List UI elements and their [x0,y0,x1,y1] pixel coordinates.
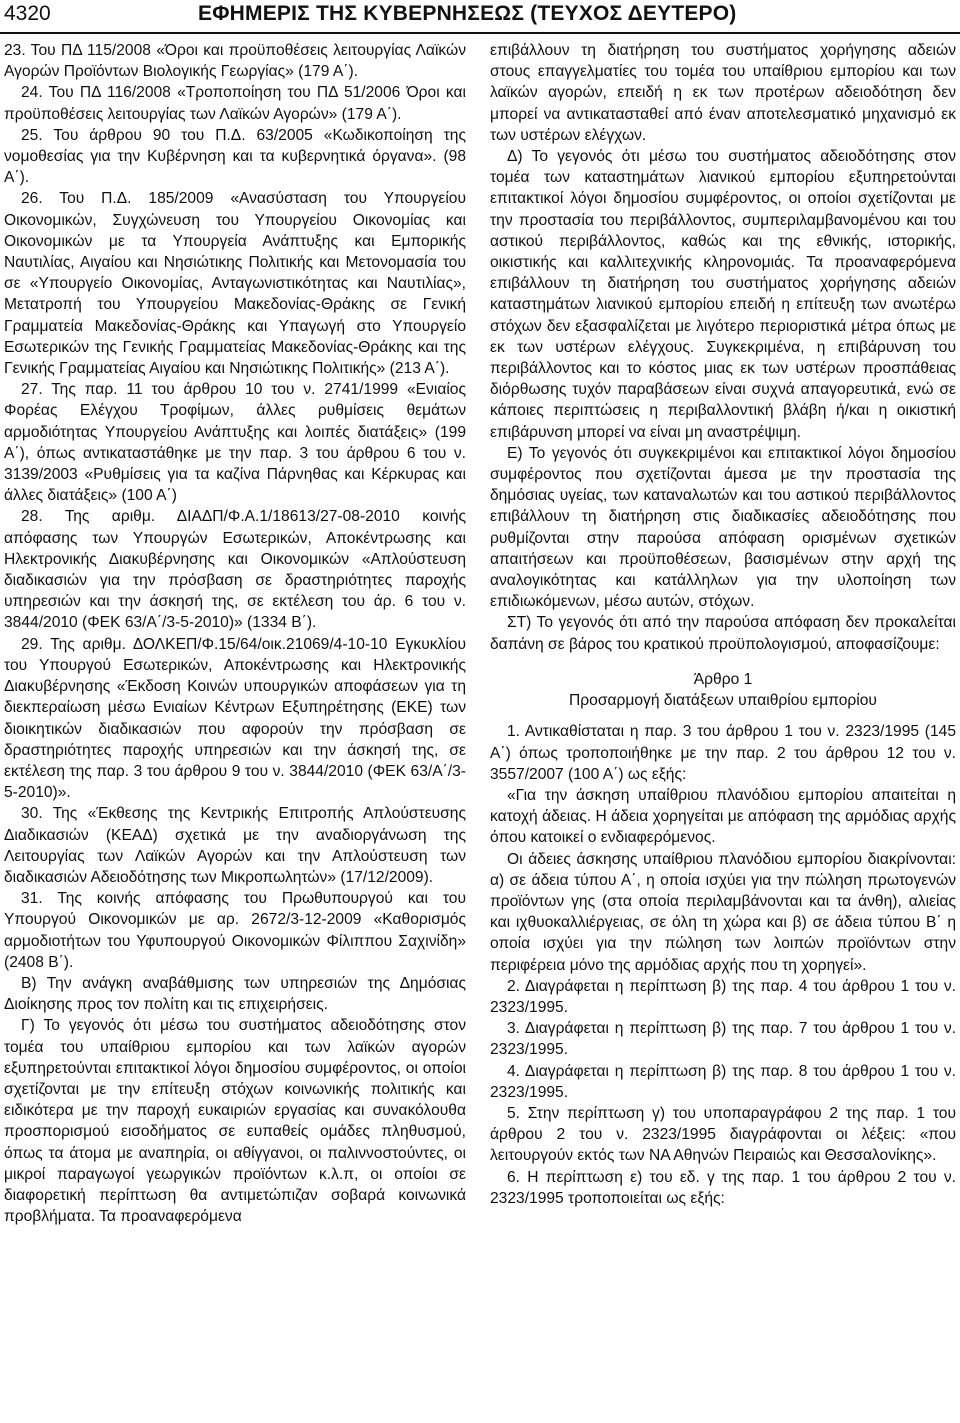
paragraph-31: 31. Της κοινής απόφασης του Πρωθυπουργού και του Υπουργού Οικονομικών με αρ. 2672/3-12-2009 «Καθορισμός αρμοδιοτήτων του Υφυπουργού Οικονομικών Φίλιππου Σαχινίδη» (2408 Β΄). [4,890,466,971]
paragraph-27: 27. Της παρ. 11 του άρθρου 10 του ν. 2741/1999 «Ενιαίος Φορέας Ελέγχου Τροφίμων, άλλες ρυθμίσεις θεμάτων αρμοδιότητας Υπουργείου Ανάπτυξης και λοιπές διατάξεις» (199 Α΄), όπως αντικαταστάθηκε με την παρ. 3 του άρθρου 6 του ν. 3139/2003 «Ρυθμίσεις για τα καζίνα Πάρνηθας και Κέρκυρας και άλλες διατάξεις» (100 Α΄) [4,381,466,505]
page-header [0,0,960,34]
header-rule [0,32,960,34]
paragraph-continuation: επιβάλλουν τη διατήρηση του συστήματος χορήγησης αδειών στους επαγγελματίες του τομέα του υπαίθριου εμπορίου και των λαϊκών αγορών, επειδή η εκ των προτέρων αδειοδότηση δεν μπορεί να αντικατασταθεί από έναν αποτελεσματικό μηχανισμό εκ των υστέρων ελέγχων. [490,42,956,144]
article-paragraph-3: 3. Διαγράφεται η περίπτωση β) της παρ. 7 του άρθρου 1 του ν. 2323/1995. [490,1020,956,1059]
left-column [4,40,466,1227]
article-paragraph-2: 2. Διαγράφεται η περίπτωση β) της παρ. 4 του άρθρου 1 του ν. 2323/1995. [490,977,956,1016]
paragraph-24: 24. Του ΠΔ 116/2008 «Τροποποίηση του ΠΔ 51/2006 Όροι και προϋποθέσεις λειτουργίας των Λαϊκών Αγορών» (179 Α΄). [4,84,466,123]
article-paragraph-4: 4. Διαγράφεται η περίπτωση β) της παρ. 8 του άρθρου 1 του ν. 2323/1995. [490,1062,956,1101]
paragraph-23: 23. Του ΠΔ 115/2008 «Όροι και προϋποθέσεις λειτουργίας Λαϊκών Αγορών Προϊόντων Βιολογικής Γεωργίας» (179 Α΄). [4,42,466,81]
paragraph-d: Δ) Το γεγονός ότι μέσω του συστήματος αδειοδότησης στον τομέα των καταστημάτων λιανικού εμπορίου εξυπηρετούνται επιτακτικοί λόγοι δημοσίου συμφέροντος, οι οποίοι σχετίζονται με την προστασία του περιβάλλοντος, συμπεριλαμβανομένου και του αστικού περιβάλλοντος, καθώς και της εθνικής, ιστορικής, οικιστικής και καλλιτεχνικής κληρονομιάς. Τα προαναφερόμενα επιβάλλουν τη διατήρηση του συστήματος χορήγησης αδειών καταστημάτων λιανικού εμπορίου επειδή η επίτευξη των ανωτέρω στόχων δεν εξασφαλίζεται με λιγότερο περιοριστικά μέτρα όπως με εκ των υστέρων ελέγχους. Συγκεκριμένα, η επιβάρυνση του περιβάλλοντος και το κόστος μιας εκ των υστέρων προσπάθειας διόρθωσης τυχόν παραβάσεων είναι συχνά απαγορευτικά, ενώ σε κάποιες περιπτώσεις η περιβαλλοντική βλάβη ή/και η οικιστική επιβάρυνση μπορεί να είναι μη αναστρέψιμη. [490,148,956,441]
paragraph-28: 28. Της αριθμ. ΔΙΑΔΠ/Φ.Α.1/18613/27-08-2010 κοινής απόφασης των Υπουργών Εσωτερικών, Αποκέντρωσης και Ηλεκτρονικής Διακυβέρνησης και Οικονομικών «Απλούστευση διαδικασιών για την πρόσβαση σε δραστηριότητες παροχής υπηρεσιών και την άσκησή της, σε εκτέλεση του άρ. 6 του ν. 3844/2010 (ΦΕΚ 63/Α΄/3-5-2010)» (1334 Β΄). [4,508,466,632]
paragraph-e: Ε) Το γεγονός ότι συγκεκριμένοι και επιτακτικοί λόγοι δημοσίου συμφέροντος που σχετίζονται άμεσα με την προστασία της δημόσιας υγείας, των καταναλωτών και του αστικού περιβάλλοντος επιβάλλουν τη διατήρηση στις διαδικασίες αδειοδότησης που ρυθμίζονται στην παρούσα απόφαση ορισμένων σχετικών απαιτήσεων και προϋποθέσεων, βασισμένων στην αρχή της αναλογικότητας και κατάλληλων για την υλοποίηση των επιδιωκόμενων, μέσω αυτών, στόχων. [490,444,956,611]
paragraph-26: 26. Του Π.Δ. 185/2009 «Ανασύσταση του Υπουργείου Οικονομικών, Συγχώνευση του Υπουργείου Οικονομίας και Οικονομικών με τα Υπουργεία Ανάπτυξης και Εμπορικής Ναυτιλίας, Αιγαίου και Νησιώτικης Πολιτικής και Μετονομασία του σε «Υπουργείο Οικονομίας, Ανταγωνιστικότητας και Ναυτιλίας», Μετατροπή του Υπουργείου Μακεδονίας-Θράκης σε Γενική Γραμματεία Μακεδονίας-Θράκης και Υπαγωγή στο Υπουργείο Εσωτερικών της Γενικής Γραμματείας Μακεδονίας-Θράκης και της Γενικής Γραμματείας Αιγαίου και Νησιώτικης Πολιτικής» (213 Α΄). [4,190,466,378]
article-title: Προσαρμογή διατάξεων υπαιθρίου εμπορίου [569,692,877,710]
page-number: 4320 [4,2,51,25]
paragraph-29: 29. Της αριθμ. ΔΟΛΚΕΠ/Φ.15/64/οικ.21069/4-10-10 Εγκυκλίου του Υπουργού Εσωτερικών, Αποκέντρωσης και Ηλεκτρονικής Διακυβέρνησης «Έκδοση Κοινών υπουργικών αποφάσεων για τη διεκπεραίωση μέσω Ενιαίων Κέντρων Εξυπηρέτησης (ΕΚΕ) των διοικητικών διαδικασιών που αφορούν την πρόσβαση σε δραστηριότητες παροχής υπηρεσιών και την άσκησή της, σε εκτέλεση της παρ. 3 του άρθρου 9 του ν. 3844/2010 (ΦΕΚ 63/Α΄/3-5-2010)». [4,635,466,802]
paragraph-25: 25. Του άρθρου 90 του Π.Δ. 63/2005 «Κωδικοποίηση της νομοθεσίας για την Κυβέρνηση και τα κυβερνητικά όργανα». (98 Α΄). [4,126,466,187]
right-column [490,40,956,1209]
article-number: Άρθρο 1 [693,670,753,688]
article-quote-1: «Για την άσκηση υπαίθριου πλανόδιου εμπορίου απαιτείται η κατοχή άδειας. Η άδεια χορηγείται με απόφαση της αρμόδιας αρχής όπου κατοικεί ο ενδιαφερόμενος. [490,786,956,847]
gazette-title: ΕΦΗΜΕΡΙΣ ΤΗΣ ΚΥΒΕΡΝΗΣΕΩΣ (ΤΕΥΧΟΣ ΔΕΥΤΕΡΟ) [198,2,737,25]
article-paragraph-5: 5. Στην περίπτωση γ) του υποπαραγράφου 2 της παρ. 1 του άρθρου 2 του ν. 2323/1995 διαγράφονται οι λέξεις: «που λειτουργούν εκτός των ΝΑ Αθηνών Πειραιώς και Θεσσαλονίκης». [490,1104,956,1165]
article-paragraph-1: 1. Αντικαθίσταται η παρ. 3 του άρθρου 1 του ν. 2323/1995 (145 Α΄) όπως τροποποιήθηκε με την παρ. 2 του άρθρου 12 του ν. 3557/2007 (100 Α΄) ως εξής: [490,723,956,783]
paragraph-b: Β) Την ανάγκη αναβάθμισης των υπηρεσιών της Δημόσιας Διοίκησης προς τον πολίτη και τις επιχειρήσεις. [4,974,466,1014]
article-paragraph-6: 6. Η περίπτωση ε) του εδ. γ της παρ. 1 του άρθρου 2 του ν. 2323/1995 τροποποιείται ως εξής: [490,1168,956,1207]
paragraph-30: 30. Της «Έκθεσης της Κεντρικής Επιτροπής Απλούστευσης Διαδικασιών (ΚΕΑΔ) σχετικά με την αναδιοργάνωση της Λειτουργίας των Λαϊκών Αγορών και την Απλούστευση των διαδικασιών Αδειοδότησης των Μικροπωλητών» (17/12/2009). [4,805,466,886]
paragraph-st: ΣΤ) Το γεγονός ότι από την παρούσα απόφαση δεν προκαλείται δαπάνη σε βάρος του κρατικού προϋπολογισμού, αποφασίζουμε: [490,614,956,653]
paragraph-g: Γ) Το γεγονός ότι μέσω του συστήματος αδειοδότησης στον τομέα του υπαίθριου εμπορίου και των λαϊκών αγορών εξυπηρετούνται επιτακτικοί λόγοι δημοσίου συμφέροντος, οι οποίοι σχετίζονται με την επίτευξη στόχων κοινωνικής πολιτικής και ειδικότερα με την παροχή ευκαιριών εργασίας και συνακόλουθα προσπορισμού εισοδήματος σε ευπαθείς ομάδες πληθυσμού, όπως τα άτομα με αναπηρία, οι αθίγγανοι, οι παλιννοστούντες, οι μικροί παραγωγοί γεωργικών προϊόντων κ.λ.π, οι οποίοι σε διαφορετική περίπτωση θα αντιμετώπιζαν σοβαρά κοινωνικά προβλήματα. Τα προαναφερόμενα [4,1017,466,1226]
article-quote-2: Οι άδειες άσκησης υπαίθριου πλανόδιου εμπορίου διακρίνονται: α) σε άδεια τύπου Α΄, η οποία ισχύει για την πώληση πρωτογενών προϊόντων γης (στα οποία περιλαμβάνονται και τα άνθη), αλιείας και ιχθυοκαλλιέργειας, σε όλη τη χώρα και β) σε άδεια τύπου Β΄ η οποία ισχύει για την πώληση των λοιπών προϊόντων στην περιφέρεια μόνο της αρμόδιας αρχής που τη χορηγεί». [490,850,956,974]
